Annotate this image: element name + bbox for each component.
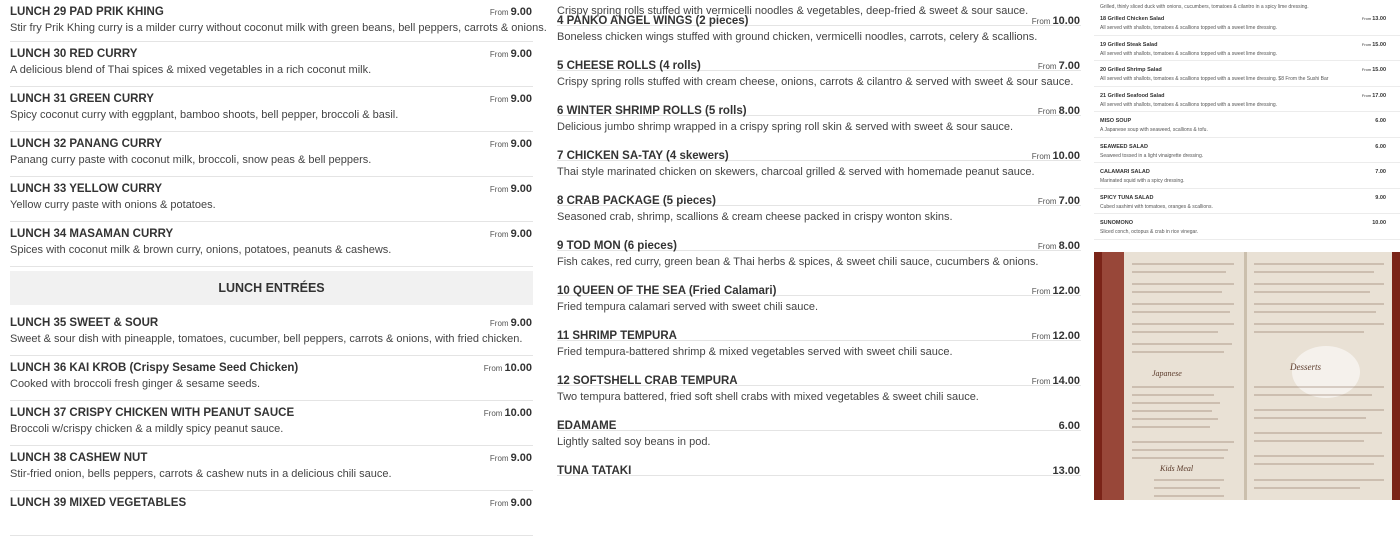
- price-from-label: From: [1031, 17, 1051, 26]
- menu-item-description: Cooked with broccoli fresh ginger & sesame seeds.: [10, 378, 261, 390]
- lunch-curry-list: [10, 0, 547, 267]
- menu-item-price: [1374, 144, 1386, 150]
- menu-item: [1094, 163, 1400, 189]
- price-value: 12.00: [1052, 285, 1080, 297]
- menu-item-name: 21 Grilled Seafood Salad: [1100, 92, 1165, 99]
- price-from-label: From: [1361, 67, 1372, 72]
- price-from-label: From: [483, 364, 503, 373]
- appetizer-list: [557, 0, 1081, 476]
- menu-item: [10, 0, 547, 42]
- price-from-label: From: [483, 409, 503, 418]
- menu-item-name: 8 CRAB PACKAGE (5 pieces): [557, 195, 716, 207]
- menu-item-description: All served with shallots, tomatoes & scallions topped with a sweet lime dressing.: [1100, 101, 1278, 108]
- photo-label-japanese: Japanese: [1152, 369, 1182, 378]
- menu-item-name: LUNCH 34 MASAMAN CURRY: [10, 228, 174, 240]
- menu-item-name: 20 Grilled Shrimp Salad: [1100, 67, 1162, 73]
- price-value: 10.00: [1052, 150, 1080, 162]
- menu-item: [10, 491, 533, 536]
- price-value: 7.00: [1375, 169, 1386, 175]
- menu-item-name: 18 Grilled Chicken Salad: [1100, 16, 1165, 22]
- price-from-label: From: [489, 454, 509, 463]
- menu-item-name: 11 SHRIMP TEMPURA: [557, 330, 677, 342]
- menu-item: [557, 206, 1081, 268]
- menu-item-description: Marinated squid with a spicy dressing.: [1100, 178, 1185, 184]
- menu-item-name: LUNCH 39 MIXED VEGETABLES: [10, 497, 187, 509]
- price-value: 15.00: [1372, 67, 1386, 73]
- photo-label-desserts: Desserts: [1290, 362, 1321, 372]
- price-from-label: From: [489, 140, 509, 149]
- menu-item: [1094, 61, 1400, 87]
- menu-item: [10, 222, 533, 267]
- menu-item-price: [490, 452, 532, 464]
- menu-item-description: Fried tempura-battered shrimp & mixed vegetables served with sweet chili sauce.: [557, 346, 953, 358]
- menu-item: [557, 161, 1081, 223]
- menu-item-description: Spices with coconut milk & brown curry, onions, potatoes, peanuts & cashews.: [10, 244, 392, 256]
- price-value: 7.00: [1058, 60, 1080, 72]
- menu-item-description: All served with shallots, tomatoes & scallions topped with a sweet lime dressing.: [1100, 50, 1278, 57]
- menu-item: [1094, 214, 1400, 240]
- price-from-label: From: [1361, 41, 1372, 47]
- price-value: 9.00: [1375, 194, 1386, 201]
- menu-item-description: Lightly salted soy beans in pod.: [557, 436, 711, 448]
- menu-item-name: 9 TOD MON (6 pieces): [557, 240, 677, 252]
- price-value: 10.00: [504, 407, 532, 419]
- lunch-entrees-list: [10, 311, 533, 536]
- price-value: 6.00: [1375, 143, 1386, 150]
- menu-item: [1094, 36, 1400, 62]
- menu-item: [557, 116, 1081, 178]
- menu-item-price: [484, 362, 532, 374]
- menu-item: [557, 386, 1081, 448]
- menu-item-description: Stir fry Prik Khing curry is a milder curry without coconut milk with green beans, bell peppers, carrots & onions.: [10, 22, 547, 34]
- price-value: 9.00: [510, 452, 532, 464]
- menu-item-name: MISO SOUP: [1100, 118, 1132, 124]
- price-from-label: From: [489, 185, 509, 194]
- price-value: 6.00: [1375, 118, 1386, 124]
- menu-item: [1094, 10, 1400, 36]
- price-from-label: From: [1031, 287, 1051, 296]
- menu-item: [557, 341, 1081, 403]
- menu-item-name: LUNCH 30 RED CURRY: [10, 48, 138, 60]
- price-value: 10.00: [1052, 15, 1080, 27]
- menu-item-price: [490, 93, 532, 105]
- menu-item-price: [490, 228, 532, 240]
- price-value: 6.00: [1058, 420, 1080, 432]
- menu-item-name: LUNCH 29 PAD PRIK KHING: [10, 6, 164, 18]
- price-value: 12.00: [1052, 330, 1080, 342]
- price-value: 9.00: [510, 497, 532, 509]
- menu-item: [10, 87, 533, 132]
- menu-item: [557, 431, 1081, 476]
- menu-item-description: Sweet & sour dish with pineapple, tomatoes, cucumber, bell peppers, carrots & onions, with fried chicken.: [10, 333, 523, 345]
- price-value: 14.00: [1052, 375, 1080, 387]
- menu-item-price: [490, 138, 532, 150]
- price-value: 17.00: [1372, 92, 1386, 99]
- menu-item: [1094, 189, 1400, 215]
- menu-item-description: Sliced conch, octopus & crab in rice vinegar.: [1100, 229, 1199, 235]
- price-from-label: From: [1037, 242, 1057, 251]
- menu-item-price: [490, 183, 532, 195]
- price-from-label: From: [489, 95, 509, 104]
- salads-soups-column: [1094, 0, 1400, 252]
- menu-item-name: EDAMAME: [557, 420, 617, 432]
- menu-item-name: LUNCH 38 CASHEW NUT: [10, 452, 148, 464]
- menu-item-name: 19 Grilled Steak Salad: [1100, 41, 1158, 48]
- section-header-lunch-entrees: LUNCH ENTRÉES: [10, 271, 533, 305]
- menu-item-name: SPICY TUNA SALAD: [1100, 194, 1154, 201]
- menu-item: [557, 71, 1081, 133]
- price-value: 15.00: [1372, 41, 1386, 48]
- menu-item: [10, 446, 533, 491]
- price-value: 10.00: [504, 362, 532, 374]
- menu-item: [557, 26, 1081, 88]
- menu-item-name: SUNOMONO: [1100, 220, 1133, 226]
- menu-item-name: 12 SOFTSHELL CRAB TEMPURA: [557, 375, 738, 387]
- menu-item: [10, 177, 533, 222]
- menu-item-description: Seasoned crab, shrimp, scallions & cream cheese packed in crispy wonton skins.: [557, 211, 953, 223]
- menu-item-price: [1371, 220, 1386, 226]
- menu-photo: [1094, 252, 1400, 500]
- menu-item-name: 5 CHEESE ROLLS (4 rolls): [557, 60, 701, 72]
- price-value: 13.00: [1372, 16, 1386, 22]
- menu-item-description: Spicy coconut curry with eggplant, bamboo shoots, bell pepper, broccoli & basil.: [10, 109, 399, 121]
- menu-item-price: [490, 48, 532, 60]
- menu-item-name: 6 WINTER SHRIMP ROLLS (5 rolls): [557, 105, 747, 117]
- menu-item: [10, 311, 533, 356]
- menu-item-description: Grilled, thinly sliced duck with onions, cucumbers, tomatoes & cilantro in a spicy lime dressing.: [1100, 4, 1309, 10]
- menu-item: [10, 132, 533, 177]
- price-from-label: From: [1031, 377, 1051, 386]
- menu-item-name: SEAWEED SALAD: [1100, 143, 1148, 150]
- menu-item-name: LUNCH 36 KAI KROB (Crispy Sesame Seed Chicken): [10, 362, 299, 374]
- menu-item-description: Crispy spring rolls stuffed with cream cheese, onions, carrots & cilantro & served with sweet & sour sauce.: [557, 76, 1074, 88]
- price-value: 9.00: [510, 183, 532, 195]
- menu-item-description: Seaweed tossed in a light vinaigrette dressing.: [1100, 152, 1204, 159]
- price-from-label: From: [1361, 16, 1372, 21]
- price-from-label: From: [1037, 197, 1057, 206]
- price-from-label: From: [489, 8, 509, 17]
- menu-item-description: Stir-fried onion, bells peppers, carrots & cashew nuts in a delicious chili sauce.: [10, 468, 392, 480]
- menu-item-description: Panang curry paste with coconut milk, broccoli, snow peas & bell peppers.: [10, 154, 372, 166]
- menu-item: [1094, 87, 1400, 113]
- price-value: 8.00: [1058, 240, 1080, 252]
- price-from-label: From: [489, 50, 509, 59]
- menu-item-name: LUNCH 35 SWEET & SOUR: [10, 317, 159, 329]
- menu-item-price: [1374, 118, 1386, 124]
- menu-item-description: A delicious blend of Thai spices & mixed vegetables in a rich coconut milk.: [10, 64, 372, 76]
- menu-item: [10, 401, 533, 446]
- price-value: 9.00: [510, 48, 532, 60]
- menu-item: [1094, 138, 1400, 164]
- price-value: 13.00: [1052, 465, 1080, 477]
- menu-item-price: [1362, 93, 1386, 99]
- menu-item-description: Fried tempura calamari served with sweet chili sauce.: [557, 301, 819, 313]
- menu-item-description: Thai style marinated chicken on skewers, charcoal grilled & served with homemade peanut sauce.: [557, 166, 1035, 178]
- menu-item-price: [1374, 195, 1386, 201]
- menu-item-description: Cubed sashimi with tomatoes, oranges & scallions.: [1100, 203, 1213, 210]
- menu-item-price: [490, 6, 532, 18]
- menu-item-description: Two tempura battered, fried soft shell crabs with mixed vegetables & sweet chili sauce.: [557, 391, 979, 403]
- menu-item-name: LUNCH 33 YELLOW CURRY: [10, 183, 163, 195]
- menu-item-price: [1362, 67, 1386, 73]
- price-from-label: From: [1037, 62, 1057, 71]
- menu-photo-image: [1094, 252, 1400, 500]
- menu-item-name: 7 CHICKEN SA-TAY (4 skewers): [557, 150, 729, 162]
- salad-list: [1094, 10, 1400, 240]
- menu-item-price: [490, 317, 532, 329]
- menu-item-description: A Japanese soup with seaweed, scallions & tofu.: [1100, 127, 1208, 133]
- price-value: 9.00: [510, 228, 532, 240]
- menu-item-price: [490, 497, 532, 509]
- menu-item-price: [1362, 42, 1386, 48]
- price-from-label: From: [489, 319, 509, 328]
- price-from-label: From: [489, 230, 509, 239]
- price-from-label: From: [1361, 92, 1372, 98]
- menu-item-name: LUNCH 32 PANANG CURRY: [10, 138, 163, 150]
- menu-item-description: Broccoli w/crispy chicken & a mildly spicy peanut sauce.: [10, 423, 284, 435]
- menu-item: [557, 0, 1081, 43]
- menu-item-price: [1050, 465, 1080, 477]
- price-from-label: From: [1037, 107, 1057, 116]
- menu-item-description: All served with shallots, tomatoes & scallions topped with a sweet lime dressing.: [1100, 25, 1278, 31]
- price-from-label: From: [1031, 332, 1051, 341]
- price-from-label: From: [489, 499, 509, 508]
- price-value: 9.00: [510, 6, 532, 18]
- menu-item: [10, 42, 533, 87]
- menu-item-name: TUNA TATAKI: [557, 465, 632, 477]
- price-value: 10.00: [1372, 220, 1386, 226]
- menu-item: [10, 356, 533, 401]
- menu-item-price: [484, 407, 532, 419]
- menu-item-price: [1374, 169, 1386, 175]
- lunch-menu-column: [10, 0, 547, 509]
- price-from-label: From: [1031, 152, 1051, 161]
- menu-item: [557, 296, 1081, 358]
- photo-label-kids-meal: Kids Meal: [1160, 464, 1194, 473]
- menu-item-name: LUNCH 37 CRISPY CHICKEN WITH PEANUT SAUCE: [10, 407, 295, 419]
- menu-item-name: 10 QUEEN OF THE SEA (Fried Calamari): [557, 285, 777, 297]
- menu-item-name: 4 PANKO ANGEL WINGS (2 pieces): [557, 15, 749, 27]
- menu-item-name: CALAMARI SALAD: [1100, 169, 1150, 175]
- price-value: 7.00: [1058, 195, 1080, 207]
- menu-item-description: Fish cakes, red curry, green bean & Thai herbs & spices, & sweet chili sauce, cucumbers & onions.: [557, 256, 1039, 268]
- menu-item-description: Delicious jumbo shrimp wrapped in a crispy spring roll skin & served with sweet & sour sauce.: [557, 121, 1014, 133]
- price-value: 9.00: [510, 93, 532, 105]
- menu-item: [1094, 112, 1400, 138]
- price-value: 9.00: [510, 317, 532, 329]
- menu-item-description: Yellow curry paste with onions & potatoes.: [10, 199, 216, 211]
- menu-item: [557, 251, 1081, 313]
- menu-item-price: [1362, 16, 1386, 22]
- price-value: 8.00: [1058, 105, 1080, 117]
- menu-item-description: Crispy spring rolls stuffed with vermicelli noodles & vegetables, deep-fried & sweet & sour sauce.: [557, 5, 1029, 17]
- menu-item-description: Boneless chicken wings stuffed with ground chicken, vermicelli noodles, carrots, celery & scallions.: [557, 31, 1038, 43]
- price-value: 9.00: [510, 138, 532, 150]
- appetizers-column: [557, 0, 1081, 500]
- menu-item-description: All served with shallots, tomatoes & scallions topped with a sweet lime dressing. $8 From the Sushi Bar: [1100, 76, 1329, 82]
- menu-item-name: LUNCH 31 GREEN CURRY: [10, 93, 154, 105]
